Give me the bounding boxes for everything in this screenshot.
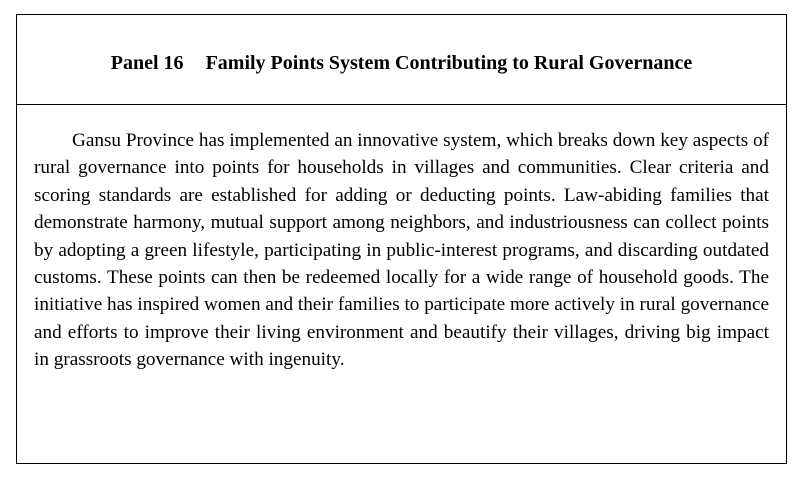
panel-header [17,15,786,105]
panel-title-text: Family Points System Contributing to Rural Governance [205,52,693,74]
panel-title [17,50,786,76]
panel-number-label: Panel 16 [110,52,184,74]
info-panel [16,14,787,464]
panel-body-text: Gansu Province has implemented an innovative system, which breaks down key aspects of rural governance into points for households in villages and communities. Clear criteria and scoring standards are established for adding or deducting points. Law-abiding families that demonstrate harmony, mutual support among neighbors, and industriousness can collect points by adopting a green lifestyle, participating in public-interest programs, and discarding outdated customs. These points can then be redeemed locally for a wide range of household goods. The initiative has inspired women and their families to participate more actively in rural governance and efforts to improve their living environment and beautify their villages, driving big impact in grassroots governance with ingenuity. [34,130,769,371]
